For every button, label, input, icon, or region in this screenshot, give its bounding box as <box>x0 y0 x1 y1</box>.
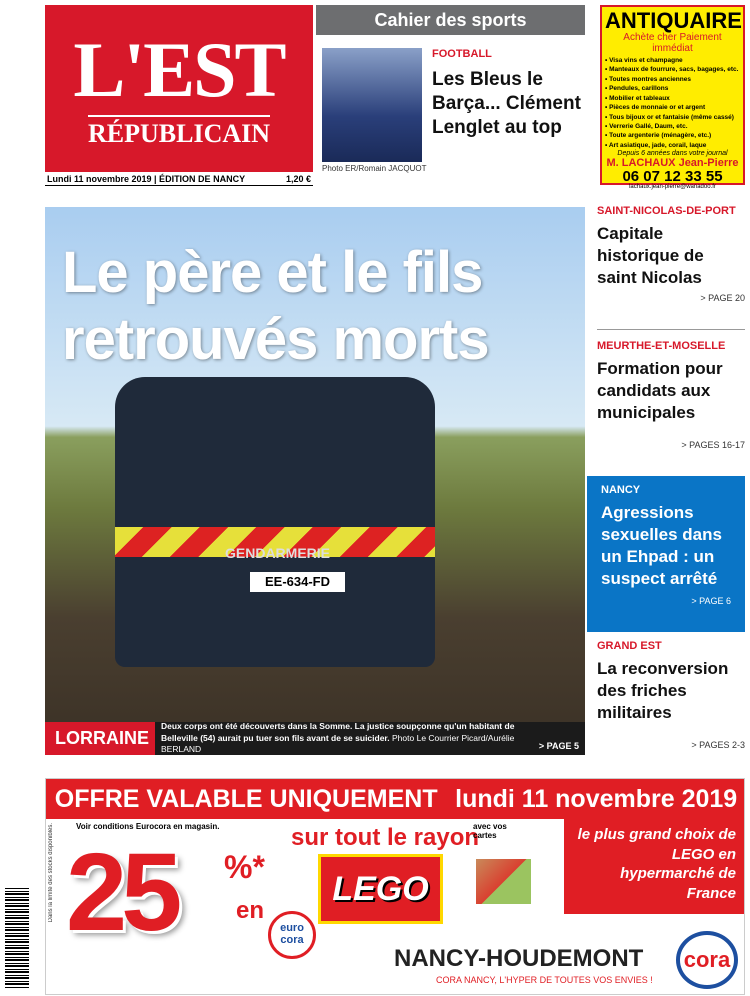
ad-item: • Verrerie Gallé, Daum, etc. <box>605 122 688 130</box>
ad-band <box>46 779 745 819</box>
discount-percent: 25 <box>66 831 177 954</box>
offer-date: lundi 11 novembre 2019 <box>455 784 738 813</box>
masthead[interactable] <box>45 5 313 172</box>
eurocora-logo: euro cora <box>268 911 316 959</box>
price: 1,20 € <box>285 174 311 184</box>
newspaper-logo: L'EST <box>73 26 285 113</box>
page-reference[interactable]: > PAGE 5 <box>538 741 579 751</box>
story-kicker: GRAND EST <box>597 640 662 652</box>
story-title: Capitale historique de saint Nicolas <box>597 224 704 288</box>
story-title: Agressions sexuelles dans un Ehpad : un suspect arrêté <box>601 503 722 589</box>
story-title: La reconversion des friches militaires <box>597 659 729 723</box>
story-nancy[interactable] <box>587 476 745 632</box>
ad-conditions: Voir conditions Eurocora en magasin. <box>76 822 220 831</box>
ad-items <box>605 56 740 150</box>
newspaper-subtitle: RÉPUBLICAIN <box>88 115 270 149</box>
ad-item: • Pièces de monnaie or et argent <box>605 104 706 112</box>
story-page: > PAGE 6 <box>691 596 731 607</box>
story-kicker: MEURTHE-ET-MOSELLE <box>597 340 726 352</box>
ad-item: • Toute argenterie (ménagère, etc.) <box>605 132 712 140</box>
ad-email: lachaux.jean-pierre@wanadoo.fr <box>629 184 716 191</box>
ad-item: • Manteaux de fourrure, sacs, bagages, etc. <box>605 66 739 74</box>
ad-item: • Pendules, carillons <box>605 85 669 93</box>
edition-date: Lundi 11 novembre 2019 | ÉDITION DE NANCY <box>47 174 246 184</box>
sur-tout-le-rayon: sur tout le rayon <box>291 824 480 851</box>
percent-sign: %* <box>224 849 265 885</box>
ad-tagline: Achète cher Paiement immédiat <box>623 32 722 54</box>
cards-label: avec vos cartes <box>473 822 507 840</box>
sports-section-header[interactable]: Cahier des sports <box>316 5 585 35</box>
caption-credit: Photo Le Courrier Picard/Aurélie BERLAND <box>161 732 515 755</box>
ad-item: • Art asiatique, jade, corail, laque <box>605 141 707 149</box>
ad-title: ANTIQUAIRE <box>605 8 742 33</box>
story-kicker: NANCY <box>601 484 641 496</box>
cora-ad[interactable] <box>45 778 745 995</box>
photo-credit: Photo ER/Romain JACQUOT <box>322 164 427 173</box>
story-title: Formation pour candidats aux municipales <box>597 359 723 423</box>
caption-text: Deux corps ont été découverts dans la Somme. La justice soupçonne qu'un habitant de Belleville (54) aurait pu tuer son fils avant de se suicider. Photo Le Courrier Picard/Aurélie BERLAND <box>161 720 515 755</box>
story-page: > PAGES 16-17 <box>681 440 745 451</box>
story-saint-nicolas[interactable] <box>597 205 745 330</box>
dateline <box>45 172 313 186</box>
en-label: en <box>236 897 265 924</box>
ad-item: • Mobilier et tableaux <box>605 94 670 102</box>
license-plate: EE-634-FD <box>250 572 345 592</box>
story-page: > PAGE 20 <box>700 293 745 304</box>
ad-phone: 06 07 12 33 55 <box>622 168 723 186</box>
cora-logo: cora <box>676 931 738 989</box>
story-friches[interactable] <box>597 640 745 760</box>
ad-since: Depuis 6 années dans votre journal <box>617 150 728 158</box>
story-formation[interactable] <box>597 340 745 465</box>
offer-label: OFFRE VALABLE UNIQUEMENT <box>54 784 438 813</box>
store-slogan: CORA NANCY, L'HYPER DE TOUTES VOS ENVIES ! <box>436 975 653 985</box>
sports-kicker: FOOTBALL <box>432 48 492 60</box>
story-page: > PAGES 2-3 <box>691 740 745 751</box>
store-banner <box>376 939 745 995</box>
story-kicker: SAINT-NICOLAS-DE-PORT <box>597 205 736 217</box>
ad-right-text: le plus grand choix de LEGO en hypermarché de France <box>564 819 745 914</box>
sports-photo <box>322 48 422 162</box>
ad-stock-note: Dans la limite des stocks disponibles. <box>48 823 54 923</box>
lego-logo: LEGO <box>318 854 443 924</box>
antiquaire-ad[interactable] <box>600 5 745 191</box>
store-name: NANCY-HOUDEMONT <box>394 945 644 972</box>
ad-item: • Toutes montres anciennes <box>605 75 691 83</box>
region-tag: LORRAINE <box>45 722 155 755</box>
ad-name: M. LACHAUX Jean-Pierre <box>606 157 739 170</box>
main-headline[interactable]: Le père et le fils retrouvés morts <box>62 240 489 372</box>
sports-headline[interactable]: Les Bleus le Barça... Clément Lenglet au top <box>432 69 581 138</box>
barcode <box>5 888 29 988</box>
main-caption <box>45 722 585 755</box>
cora-cards-image <box>476 859 531 904</box>
gendarmerie-vehicle <box>115 377 435 667</box>
vehicle-label: GENDARMERIE <box>225 545 331 561</box>
ad-item: • Tous bijoux or et fantaisie (même cassé) <box>605 113 734 121</box>
ad-item: • Visa vins et champagne <box>605 57 683 64</box>
